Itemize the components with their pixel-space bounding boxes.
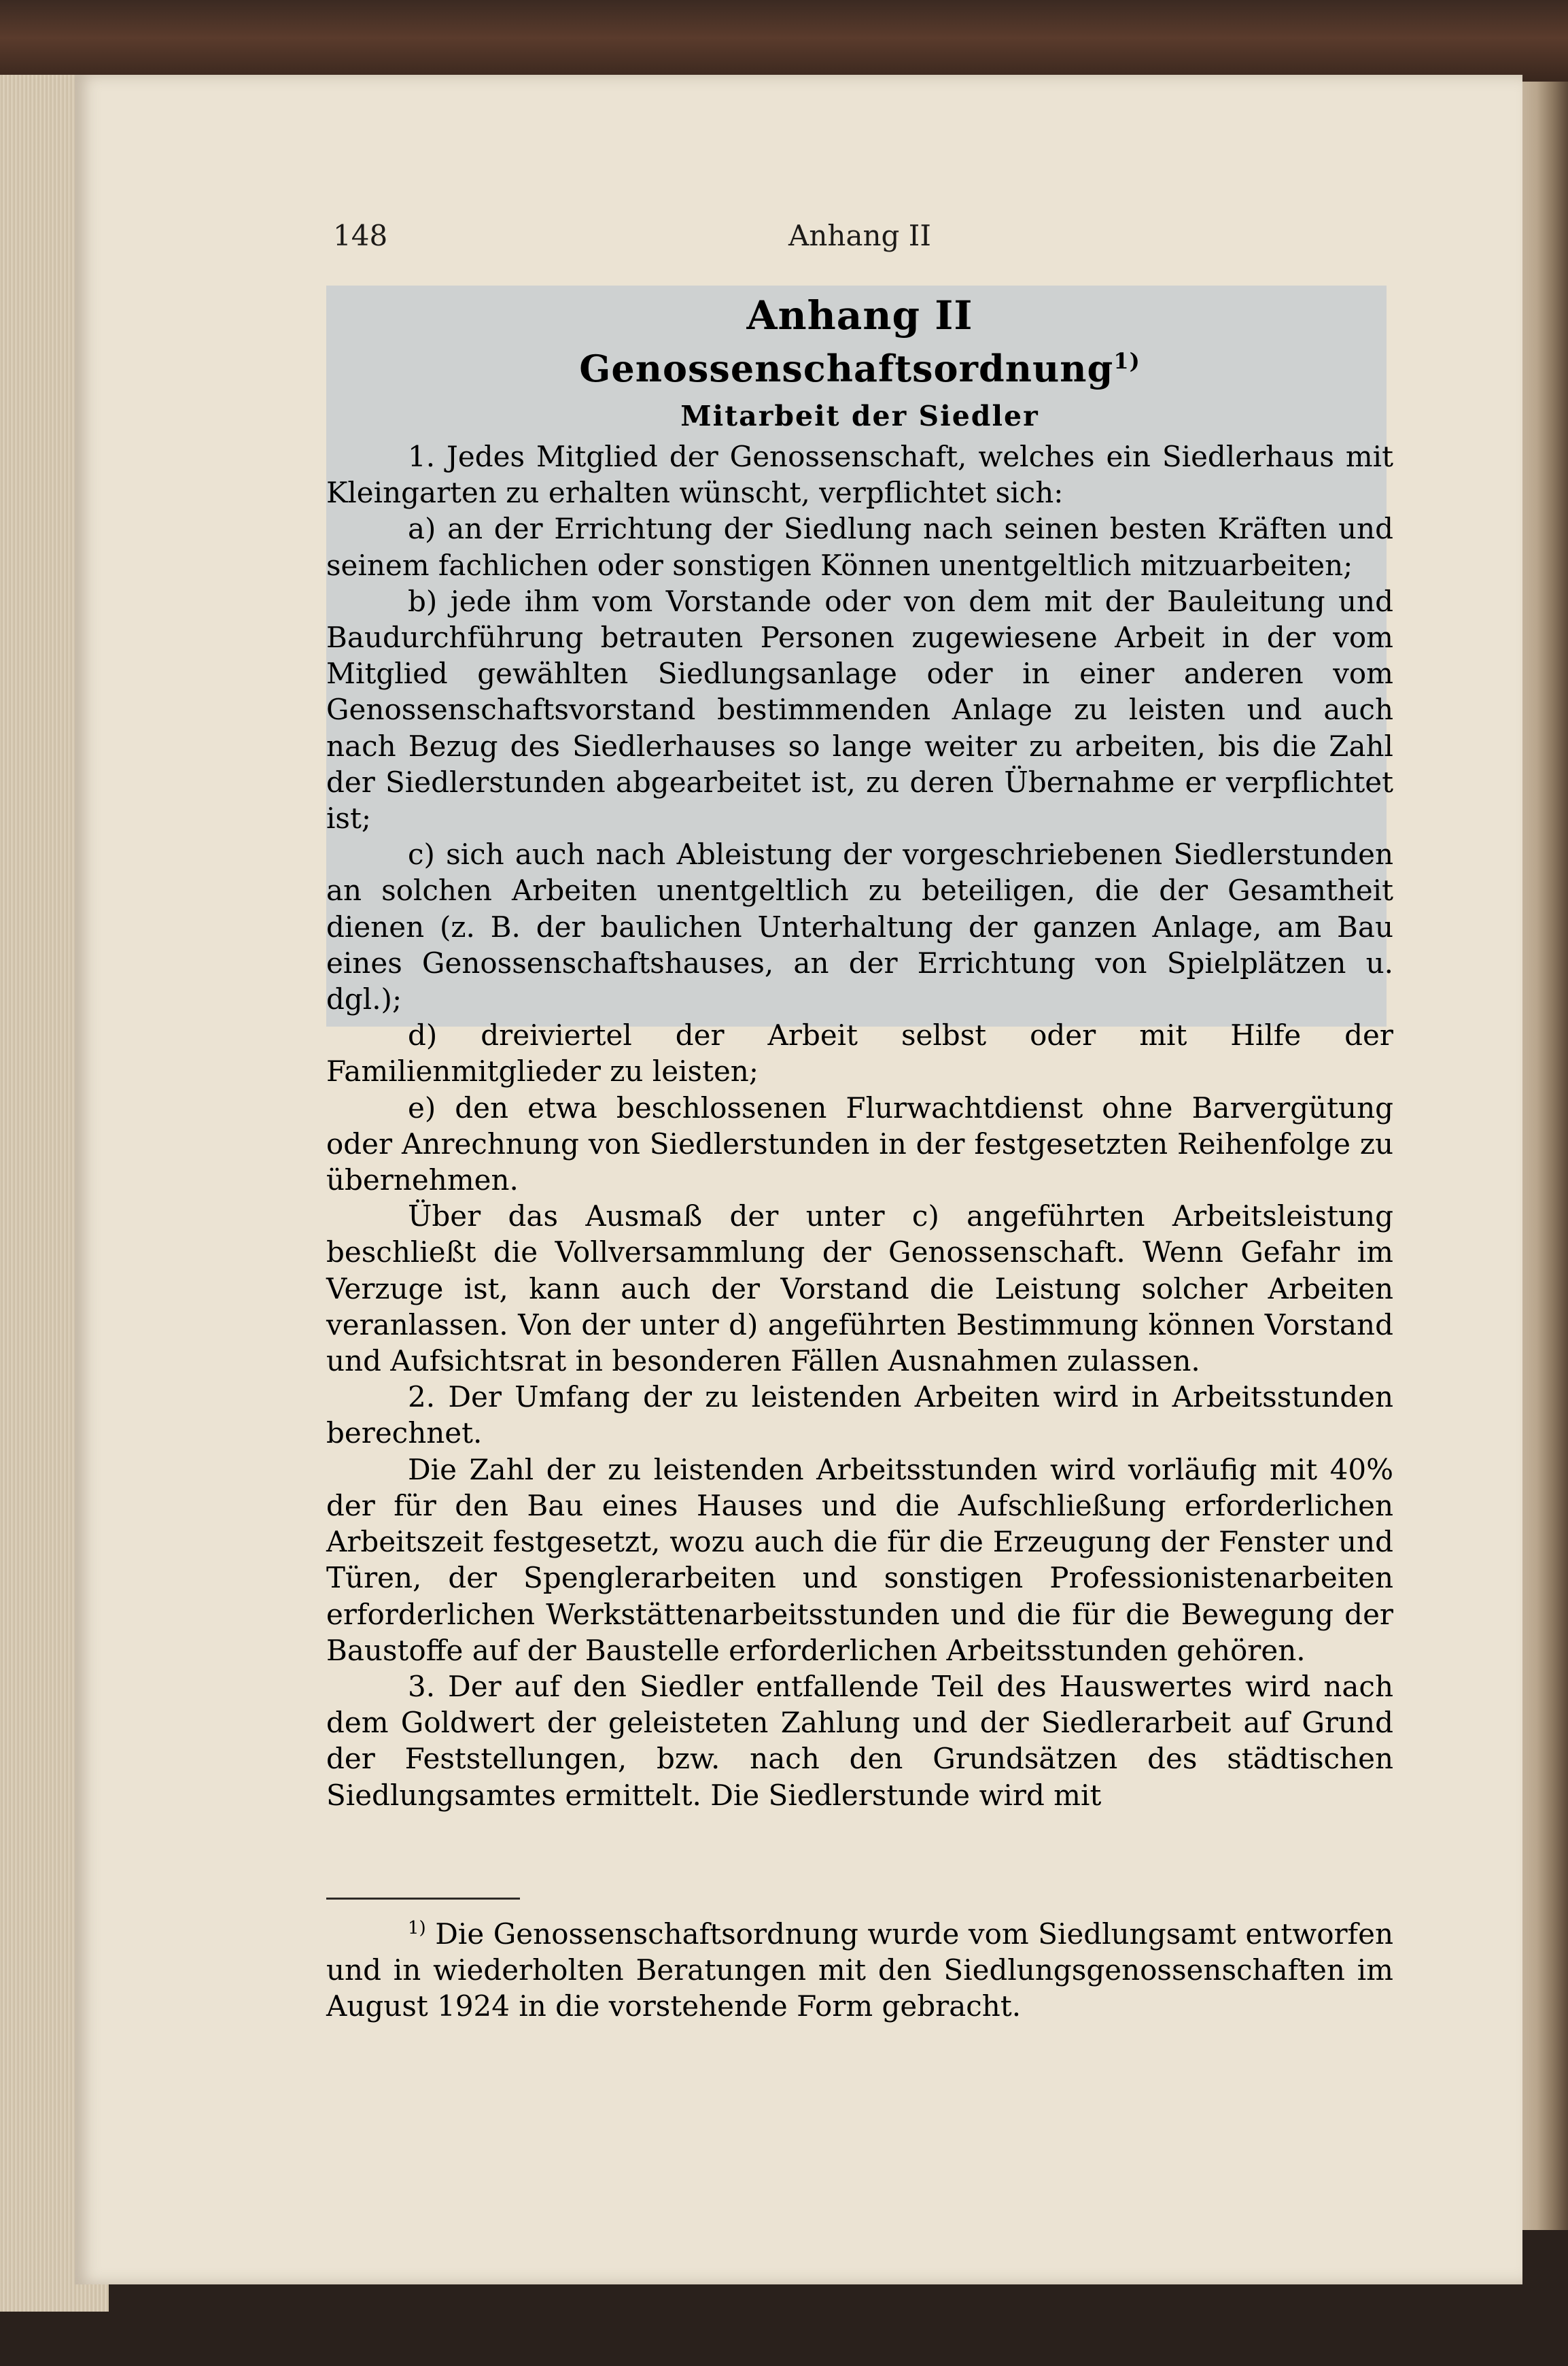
footnote-body: Die Genossenschaftsordnung wurde vom Siedlungsamt entworfen und in wiederholten Beratungen mit den Siedlungsgenossenschaften im August 1924 in die vorstehende Form gebracht. [326, 1917, 1394, 2023]
paragraph: b) jede ihm vom Vorstande oder von dem mit der Bauleitung und Baudurchführung betrauten Personen zugewiesene Arbeit in der vom Mitglied gewählten Siedlungsanlage oder in einer anderen vom Genossenschaftsvorstand bestimmenden Anlage zu leisten und auch nach Bezug des Siedlerhauses so lange weiter zu arbeiten, bis die Zahl der Siedlerstunden abgearbeitet ist, zu deren Übernahme er verpflichtet ist; [326, 584, 1393, 836]
running-title: Anhang II [788, 219, 931, 252]
page-stack-right [1516, 82, 1568, 2230]
paragraph: Die Zahl der zu leistenden Arbeitsstunden wird vorläufig mit 40% der für den Bau eines Hauses und die Aufschließung erforderlichen Arbeitszeit festgesetzt, wozu auch die für die Erzeugung der Fenster und Türen, der Spenglerarbeiten und sonstigen Professionistenarbeiten erforderlichen Werkstättenarbeitsstunden und die für die Bewegung der Baustoffe auf der Baustelle erforderlichen Arbeitsstunden gehören. [326, 1452, 1393, 1667]
paragraph: 3. Der auf den Siedler entfallende Teil des Hauswertes wird nach dem Goldwert der geleisteten Zahlung und der Siedlerarbeit auf Grund der Feststellungen, bzw. nach den Grundsätzen des städtischen Siedlungsamtes ermittelt. Die Siedlerstunde wird mit [326, 1669, 1393, 1812]
running-head-block [326, 204, 1393, 252]
footnote [326, 1910, 1393, 2025]
body-text [326, 439, 1393, 1813]
paragraph: Über das Ausmaß der unter c) angeführten Arbeitsleistung beschließt die Vollversammlung der Genossenschaft. Wenn Gefahr im Verzuge ist, kann auch der Vorstand die Leistung solcher Arbeiten veranlassen. Von der unter d) angeführten Bestimmung können Vorstand und Aufsichtsrat in besonderen Fällen Ausnahmen zulassen. [326, 1199, 1393, 1378]
footnote-text [326, 1910, 1393, 2025]
paragraph: c) sich auch nach Ableistung der vorgeschriebenen Siedlerstunden an solchen Arbeiten unentgeltlich zu beteiligen, die der Gesamtheit dienen (z. B. der baulichen Unterhaltung der ganzen Anlage, am Bau eines Genossenschaftshauses, an der Errichtung von Spielplätzen u. dgl.); [326, 838, 1393, 1016]
paragraph: 1. Jedes Mitglied der Genossenschaft, welches ein Siedlerhaus mit Kleingarten zu erhalten wünscht, verpflichtet sich: [326, 440, 1393, 510]
page-number: 148 [333, 219, 388, 252]
paragraph: a) an der Errichtung der Siedlung nach seinen besten Kräften und seinem fachlichen oder sonstigen Können unentgeltlich mitzuarbeiten; [326, 512, 1393, 582]
paragraph: d) dreiviertel der Arbeit selbst oder mit Hilfe der Familienmitglieder zu leisten; [326, 1018, 1393, 1088]
running-head [326, 204, 1393, 252]
paragraph: e) den etwa beschlossenen Flurwachtdienst ohne Barvergütung oder Anrechnung von Siedlerstunden in der festgesetzten Reihenfolge zu übernehmen. [326, 1091, 1393, 1197]
footnote-divider [326, 1898, 520, 1900]
footnote-marker: 1) [408, 1918, 426, 1938]
paragraph: 2. Der Umfang der zu leistenden Arbeiten wird in Arbeitsstunden berechnet. [326, 1380, 1393, 1450]
footnote-reference: 1) [1113, 348, 1140, 374]
appendix-subtitle [326, 347, 1393, 390]
appendix-title: Anhang II [746, 292, 973, 339]
section-heading: Mitarbeit der Siedler [680, 400, 1039, 432]
subtitle-text: Genossenschaftsordnung [579, 347, 1114, 390]
